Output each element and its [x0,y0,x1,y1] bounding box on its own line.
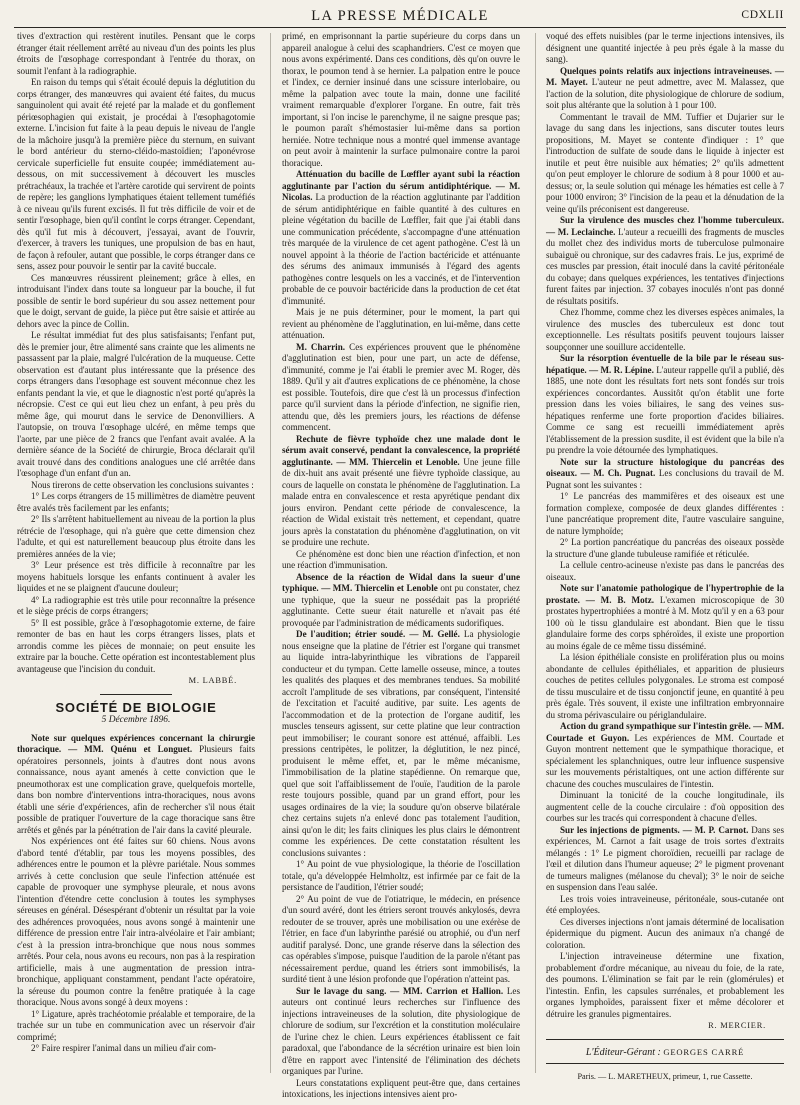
communication-paragraph [282,572,520,630]
section-rule [100,694,172,695]
column-divider [535,33,536,1073]
conclusion-item: 1° Le pancréas des mammifères et des oiseaux est une formation complexe, composée de deux glandes différentes : l'une pancréatique proprement dite, l'autre vasculaire sanguine, de nature lymphoïde; [546,491,784,536]
communication-authors: — M. R. Lépine. [589,364,654,375]
communication-authors: — MM. Thiercelin et Lenoble [321,583,438,593]
paragraph: primé, en emprisonnant la partie supérieure du corps dans un appareil analogue à celui des scaphandriers. C'est ce moyen que nous avons expérimenté. Dans ces conditions, dès qu'on ouvre le thorax, le poumon tend à se hernier. La palpation entre le pouce et l'index, ce dernier insinué dans une scissure interlobaire, ou même la palpation avec toute la main, donne une facilité vraiment remarquable d'explorer l'organe. En outre, fait très important, si l'on incise le parenchyme, il ne saigne presque pas; le poumon paraît s'hémostasier lui-même dans sa portion herniée. Notre technique nous a montré quel immense avantage on peut avoir à maintenir la surface pulmonaire contre la paroi thoracique. [282,31,520,168]
footer-rule [546,1039,784,1040]
editor-name: GEORGES CARRÉ [663,1046,745,1057]
column-middle [282,31,520,1099]
communication-authors: — MM. Carrion et Hallion. [390,985,504,996]
paragraph: Commentant le travail de MM. Tuffier et Dujarier sur le lavage du sang dans les injections, sans discuter toutes leurs propositions, M. Mayet se contente d'indiquer : 1° que l'introduction de sulfate de soude dans le liquide à injecter est inutile et peut être nuisible aux hématies; 2° qu'ils admettent qu'on peut employer le chlorure de sodium à 8 pour 1000 et au-dessus; or, la seule solution qui ménage les hématies est celle à 7 pour 1000 environ; 3° l'incision de la peau et la dénudation de la veine qu'ils préconisent est dangereuse. [546,111,784,214]
paragraph: Les trois voies intraveineuse, péritonéale, sous-cutanée ont été employées. [546,893,784,915]
communication-title: Sur la résorption éventuelle de la bile par le réseau sus-hépatique. [546,353,784,375]
communication-title: Quelques points relatifs aux injections intraveineuses. [560,65,772,76]
communication-paragraph [546,457,784,492]
communication-text: L'auteur rappelle qu'il a publié, dès 1885, une note dont les résultats fort nets sont fondés sur trois expériences concordantes. Aussitôt qu'on établit une forte pression dans les voies biliaires, le sang des veines sus-hépatiques renferme une forte proportion d'acides biliaires. Comme ce sang est recueilli immédiatement après l'établissement de la pression susdite, il est évident que la bile n'a pu prendre la voie détournée des lymphatiques. [546,364,784,455]
communication-text: Ces expériences prouvent que le phénomène d'agglutination est bien, pour une part, un acte de défense, d'immunité, comme je l'ai établi le premier avec M. Roger, dès 1889. Qu'il y ait d'autres explications de ce phénomène, la chose est possible. Toutefois, dire que c'est là un processus d'infection parce qu'il survient dans la période d'infection, ne signifie rien, attendu que, dès les premiers jours, les réactions de défense commencent. [282,341,520,432]
conclusion-item: 2° La portion pancréatique du pancréas des oiseaux possède la structure d'une glande tubuleuse ramifiée et réticulée. [546,537,784,559]
conclusion-item: 2° Au point de vue de l'otiatrique, le médecin, en présence d'un sourd avéré, dont les étriers seront trouvés ankylosés, devra redouter de se trouver, après une mobilisation ou une exérèse de l'étrier, en face d'un labyrinthe parésié ou atrophié, ou d'un nerf auditif paralysé. Donc, une grande réserve dans la sélection des cas opérables s'impose, puisque l'audition de la parole n'étant pas nécessairement perdue, quand les étriers sont immobilisés, la surdité tient à une lésion profonde que l'opération n'atteint pas. [282,893,520,984]
paragraph: L'injection intraveineuse détermine une fixation, probablement d'ordre mécanique, au niveau du foie, de la rate, des poumons. L'élimination se fait par le rein (glomérules) et l'intestin. Enfin, les capsules surrénales, et probablement les organes lymphoïdes, paraissent fixer et même décolorer et détruire les granules pigmentaires. [546,951,784,1019]
paragraph [282,342,520,434]
printer-imprint: Paris. — L. MARETHEUX, primeur, 1, rue Cassette. [577,1072,753,1081]
communication-paragraph [282,986,520,1078]
communication-title: Note sur la structure histologique du pancréas des oiseaux. [546,456,784,478]
communication-title: Note sur l'anatomie pathologique de l'hypertrophie de la prostate. [546,583,784,605]
communication-text: La production de la réaction agglutinante par l'addition de sérum antidiphtérique en faible quantité à des cultures en pleine végétation du bacille de Lœffler, fait que j'ai établi dans une communication précédente, s'accompagne d'une atténuation très marquée de la virulence de cet agent pathogène. C'est là un nouvel appoint à la théorie de l'action bactéricide et atténuante des sérums des animaux immunisés à l'égard des agents pathogènes contre lesquels on les a vaccinés, et de l'intervention probable de ce pouvoir bactéricide dans la production de cet état d'immunité. [282,192,520,306]
communication-text: ont pu constater, chez une typhique, que la sueur ne possédait pas la propriété agglutinante. Cette sueur était naturelle et n'avait pas été provoquée par l'administration de médicaments sudorifiques. [282,583,520,628]
communication-paragraph [282,434,520,549]
communication-paragraph [546,825,784,894]
communication-text: Dans ses expériences, M. Carnot a fait usage de trois sortes d'extraits mélangés : 1° Le pigment choroïdien, recueilli par raclage de l'œil et dilution dans l'humeur aqueuse; 2° le pigment provenant de tumeurs malignes (mélanose du cheval); 3° le noir de seiche en suspension dans l'eau salée. [546,824,784,892]
communication-title: Sur les injections de pigments. [560,824,680,835]
editor-line [546,1047,784,1059]
editor-label: L'Éditeur-Gérant : [585,1046,661,1058]
communication-authors: — MM. Quénu et Longuet. [68,744,193,754]
paragraph: Mais je ne puis déterminer, pour le moment, la part qui revient au phénomène de l'agglutination, en lui-même, dans cette atténuation. [282,307,520,340]
communication-title: Absence de la réaction de Widal dans la sueur d'une typhique. [282,571,520,593]
communication-text: Les conclusions du travail de M. Pugnat sont les suivantes : [546,468,785,490]
column-left [17,31,255,1073]
communication-title: Sur le lavage du sang. [296,985,387,996]
communication-title: De l'audition; étrier soudé. [296,629,406,639]
communication-text: La physiologie nous enseigne que la platine de l'étrier est l'organe qui transmet au liquide intra-labyrinthique les vibrations de l'appareil conducteur et du tympan. Cette lamelle osseuse, mince, a toutes les qualités des plaques et des membranes tendues. Sa mobilité accroît l'amplitude de ses vibrations, par conséquent, l'intensité de l'excitation et l'acuité auditive, par suite. Les agents de l'accommodation et de la protection de l'organe auditif, les muscles tenseurs agissent, sur cette platine que leur contraction peut immobiliser; le courant sonore est atténué, affaibli. Les pressions centripètes, le politzer, la déglutition, le nez pincé, produisent le même effet, et, par le même mécanisme, l'immobilisation de la platine stapédienne. On remarque que, quel que soit l'affaiblissement de l'ouïe, l'audition de la parole reste toujours possible, quand par un grand effort, pour les usages ordinaires de la vie; la soudure qu'on observe bilatérale chez certains sujets n'a enlevé donc pas totalement l'audition, ainsi qu'on le dit; les faits cliniques les plus clairs le démontrent comme les expériences. De cette constatation résultent les conclusions suivantes : [282,629,520,858]
communication-title: Atténuation du bacille de Lœffler ayant subi la réaction agglutinante par l'action du sérum antidiphtérique. [282,169,520,191]
communication-authors: — M. Leclainche. [546,226,616,237]
communication-text: L'auteur ne peut admettre, avec M. Malassez, que l'action de la solution, dite physiologique de chlorure de sodium, soit plus altérante que la solution à 1 pour 100. [546,77,784,110]
paragraph: 1° Ligature, après trachéotomie préalable et temporaire, de la trachée sur un tube en communication avec un réservoir d'air comprimé; [17,1008,255,1042]
paragraph: Nous tirerons de cette observation les conclusions suivantes : [31,479,254,490]
communication-title: Action du grand sympathique sur l'intestin grêle. [560,721,751,731]
communication-paragraph [282,169,520,307]
column-divider [270,33,271,1073]
paragraph: La lésion épithéliale consiste en prolifération plus ou moins abondante de cellules épithéliales, et apparition de plusieurs couches de petites cellules polygonales. Le stroma est composé de tissu musculaire et de tissu conjonctif jeune, en quantité à peu près égale. Très souvent, il existe une infiltration embryonnaire du stroma périvasculaire ou périglandulaire. [546,652,784,720]
author-signature: M. LABBÉ. [188,676,237,685]
conclusion-item: 2° Ils s'arrêtent habituellement au niveau de la portion la plus rétrécie de l'œsophage, qui n'a guère que cette dimension chez l'adulte, et qui est naturellement beaucoup plus étroite dans les premières années de la vie; [17,514,255,559]
paragraph: En raison du temps qui s'était écoulé depuis la déglutition du corps étranger, des manœuvres qui avaient été faites, du mucus sanguinolent qui avait été rejeté par la malade et du gonflement périœsophagien qui existait, je procédai à l'œsophagotomie externe. L'incision fut faite à la peau depuis le niveau de l'angle de la mâchoire jusqu'à la première pièce du sternum, en suivant le bord antérieur du sterno-cléido-mastoïdien; l'aponévrose cervicale superficielle fut ensuite coupée; immédiatement au-dessous, on mit successivement à découvert les muscles prétrachéaux, la trachée et l'artère carotide qui servirent de points de repère; les ganglions lymphatiques étaient tellement tuméfiés à ce niveau qu'ils furent excisés. Il fut très difficile de voir et de sentir l'œsophage, bien qu'il contînt le corps étranger. Cependant, dès qu'il fut mis à découvert, j'essayai, avant de l'ouvrir, d'exercer, à travers les tuniques, une propulsion de bas en haut, de façon à refouler, autant que possible, le corps étranger dans ce sens, assez pour pouvoir le sentir par la cavité buccale. [17,77,255,271]
conclusion-item: 5° Il est possible, grâce à l'œsophagotomie externe, de faire remonter de bas en haut les corps étrangers lisses, plats et arrondis comme les pièces de monnaie; on peut ensuite les extraire par la bouche. Cette opération est incontestablement plus avantageuse que l'incision du conduit. [17,617,255,674]
communication-paragraph [282,629,520,859]
paragraph: Leurs constatations expliquent peut-être que, dans certaines intoxications, les injections intensives aient pro- [282,1077,520,1099]
author-signature: R. MERCIER. [708,1021,766,1030]
communication-text: L'auteur a recueilli des fragments de muscles du mollet chez des individus morts de tuberculose pulmonaire subaiguë ou chronique, sur des cadavres frais. Le jus, exprimé de ces muscles par pression, était inoculé dans la cavité péritonéale du cobaye; dans quelques expériences, les tentatives d'injections furent faites par injection. 37 cobayes inoculés n'ont pas donné de résultats positifs. [546,226,784,306]
paragraph: La cellule centro-acineuse n'existe pas dans le pancréas des oiseaux. [546,560,784,582]
communication-authors: — M. Gellé. [409,629,460,639]
conclusion-item: 1° Au point de vue physiologique, la théorie de l'oscillation totale, qu'a développée Helmholtz, est infirmée par ce fait de la persistance de l'audition, l'étrier soudé; [282,859,520,892]
paragraph: Ce phénomène est donc bien une réaction d'infection, et non une réaction d'immunisation. [282,548,520,570]
communication-authors: — M. B. Motz. [585,594,655,605]
communication-authors: — M. P. Carnot. [682,824,749,835]
communication-title: Rechute de fièvre typhoïde chez une malade dont le sérum avait conservé, pendant la convalescence, la propriété agglutinante. [282,433,520,467]
communication-text: Une jeune fille de dix-huit ans avait présenté une fièvre typhoïde classique, au cours de laquelle on constata le phénomène de l'agglutination. La malade entra en convalescence et resta apyrétique pendant dix jours environ. Pendant cette période de convalescence, la réaction de Widal existait très nettement, et cependant, quatre jours après la constatation du phénomène d'agglutination, on vit se produire une rechute. [282,456,520,547]
footer-rule [546,1063,784,1064]
communication-text: Plusieurs faits opératoires personnels, joints à d'autres dont nous avons connaissance, nous ayant amenés à cette conviction que le pneumothorax est une complication grave, quelquefois mortelle, dans bon nombre d'interventions intra-thoraciques, nous avons établi une série d'expériences, afin de rechercher s'il nous était possible de pratiquer l'ouverture de la cage thoracique sans être arrêtés et gênés par la pénétration de l'air dans la cavité pleurale. [17,744,255,835]
page-number: CDXLII [741,9,784,21]
paragraph: Chez l'homme, comme chez les diverses espèces animales, la virulence des muscles des tuberculeux est donc tout exceptionnelle. Les résultats positifs peuvent toujours laisser soupçonner une souillure accidentelle. [546,307,784,352]
communication-authors: — M. Mayet. [546,65,784,87]
paragraph: Diminuant la tonicité de la couche longitudinale, ils augmentent celle de la couche circulaire : d'où opposition des courbes sur les tracés qui correspondent à chacune d'elles. [546,790,784,823]
paragraph: voqué des effets nuisibles (par le terme injections intensives, ils désignent une quantité injectée à peu près égale à la masse du sang). [546,31,784,64]
section-date: 5 Décembre 1896. [101,715,171,725]
paragraph: 2° Faire respirer l'animal dans un milieu d'air com- [31,1043,217,1053]
communication-title: Note sur quelques expériences concernant la chirurgie thoracique. [17,732,255,754]
communication-authors: — M. Ch. Pugnat. [580,468,656,478]
communication-paragraph [546,583,784,652]
communication-title: Sur la virulence des muscles chez l'homme tuberculeux. [560,215,784,225]
communication-authors: — MM. Courtade et Guyon. [546,721,785,743]
communication-paragraph [17,733,255,837]
paragraph: Nos expériences ont été faites sur 60 chiens. Nous avons d'abord tenté d'établir, par tous les moyens possibles, des adhérences entre le poumon et la plèvre pariétale. Nous sommes arrivés à cette conclusion que seule l'infection atténuée est capable de provoquer une symphyse pleurale, et nous avons l'intention d'étendre cette conclusion à toutes les symphyses séreuses en général. Désespérant d'obtenir un résultat par la voie des adhérences provoquées, nous avons songé à maintenir une différence de pression entre l'air intra-alvéolaire et l'air ambiant; c'est à la pression intra-bronchique que nous nous sommes arrêtés. Pour cela, nous avons eu recours, non pas à la respiration artificielle, mais à une augmentation de pression intra-bronchique, appliquant constamment, pendant l'acte opératoire, la séreuse du poumon contre la fenêtre pratiquée à la cage thoracique. Nous avons songé à deux moyens : [17,836,255,1007]
paragraph: tives d'extraction qui restèrent inutiles. Pensant que le corps étranger était réellement arrêté au niveau d'un des points les plus étroits de l'œsophage correspondant à l'entrée du thorax, on soumit l'enfant à la radiographie. [17,31,255,76]
conclusion-item: 3° Leur présence est très difficile à reconnaître par les moyens habituels lorsque les enfants continuent à avaler les liquides et ne se plaignent d'aucune douleur; [17,560,255,593]
conclusion-item: 1° Les corps étrangers de 15 millimètres de diamètre peuvent être avalés très facilement par les enfants; [17,491,255,513]
paragraph: Ces manœuvres réussirent pleinement; grâce à elles, en introduisant l'index dans toute sa longueur par la bouche, il fut possible de sentir le bord supérieur du sou assez nettement pour que le doigt, servant de guide, la pièce put être saisie et attirée au dehors avec la pince de Collin. [17,272,255,329]
communication-text: Les expériences de MM. Courtade et Guyon montrent nettement que le sympathique thoracique, et spécialement les splanchniques, outre leur influence suspensive sur les mouvements péristaltiques, ont une action différente sur chacune des couches musculaires de l'intestin. [546,732,784,789]
communication-authors: — MM. Thiercelin et Lenoble. [336,456,460,467]
journal-title: LA PRESSE MÉDICALE [311,8,489,24]
communication-paragraph [546,721,784,790]
section-heading: SOCIÉTÉ DE BIOLOGIE [55,699,217,715]
communication-authors: — M. Nicolas. [282,180,520,202]
communication-authors: M. Charrin. [296,341,346,352]
communication-text: Les auteurs ont continué leurs recherches sur l'influence des injections intraveineuses de la solution, dite physiologique de chlorure de sodium, sur l'excrétion et la constitution moléculaire de l'urine chez le chien. Leurs expériences établissent ce fait paradoxal, que l'abondance de la sécrétion urinaire est bien loin d'être en rapport avec l'intensité de l'élimination des déchets organiques par l'urine. [282,985,520,1076]
column-right [546,31,785,1081]
communication-paragraph [546,66,784,112]
conclusion-item: 4° La radiographie est très utile pour reconnaître la présence et le siège précis de corps étrangers; [17,594,255,616]
header-rule [14,27,786,28]
paragraph: Le résultat immédiat fut des plus satisfaisants; l'enfant put, dès le premier jour, être alimenté sans crainte que les aliments ne passassent par la plaie, malgré l'ulcération de la muqueuse. Cette observation est d'autant plus intéressante que la présence des corps étrangers dans l'œsophage est souvent méconnue chez les enfants pendant la vie, et que le diagnostic n'est porté qu'après la nécropsie. C'est ce qui eut lieu chez un enfant, à peu près du même âge, qui mourut dans le service de Denonvilliers. A l'autopsie, on trouva l'œsophage ulcéré, en même temps que l'aorte, par une pièce de 2 francs que l'enfant avait avalée. A la dernière séance de la Société de chirurgie, Broca déclarait qu'il avait trouvé dans des conditions analogues une clé arrêtée dans l'œsophage d'un enfant d'un an. [17,330,255,478]
paragraph: Ces diverses injections n'ont jamais déterminé de localisation épidermique du pigment. Aucun des animaux n'a changé de coloration. [546,916,784,950]
communication-text: L'examen microscopique de 30 prostates hypertrophiées a montré à M. Motz qu'il y en a 63 pour 100 où le tissu glandulaire est abondant. Bien que le tissu glandulaire forme des corps sphéroïdes, il existe une proportion au moins égale de ce même tissu disséminé. [546,594,785,651]
communication-paragraph [546,215,784,307]
communication-paragraph [546,353,784,457]
